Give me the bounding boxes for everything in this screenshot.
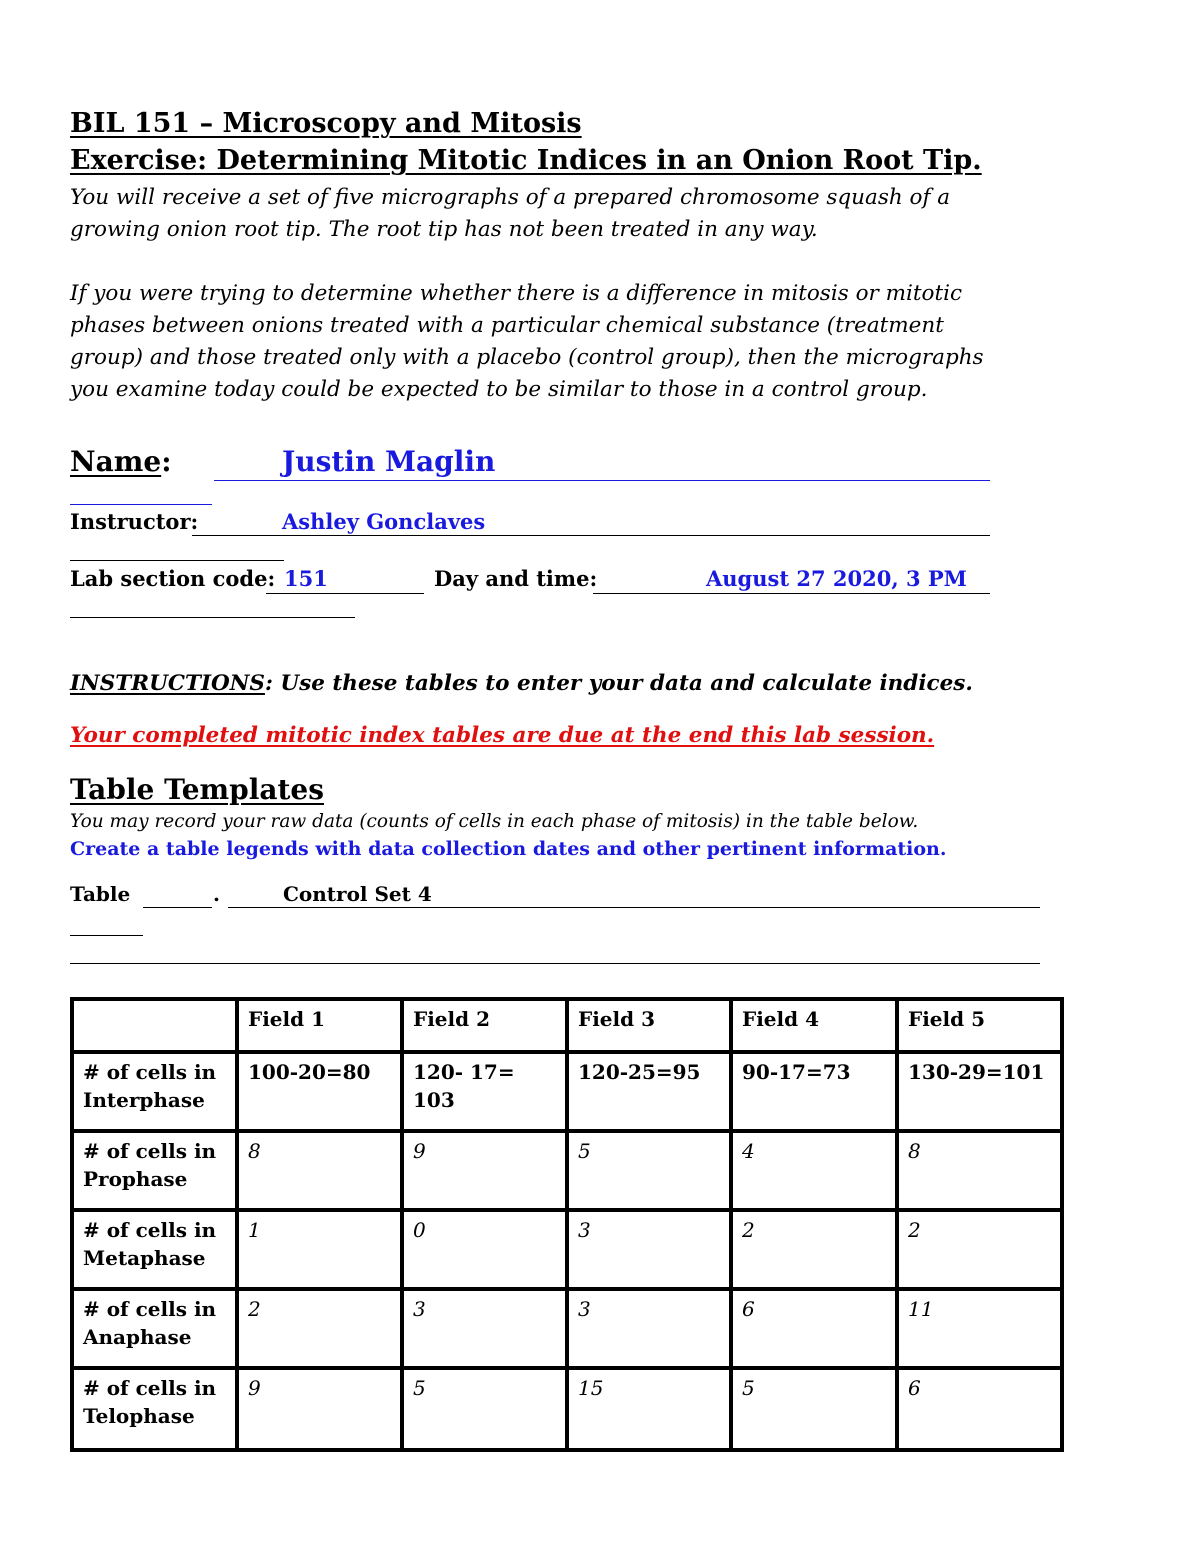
table-cell[interactable]: 6 [897, 1368, 1062, 1450]
lab-section-value[interactable]: 151 [284, 566, 328, 591]
row-label-prophase: # of cells in Prophase [72, 1131, 237, 1210]
table-cell[interactable]: 0 [402, 1210, 567, 1289]
name-label [70, 445, 172, 478]
table-row-anaphase [72, 1289, 1062, 1368]
name-underline [214, 480, 990, 481]
table-number-underline [143, 907, 212, 908]
header-field-4: Field 4 [731, 999, 897, 1052]
intro-line-2: growing onion root tip. The root tip has not been treated in any way. [70, 217, 818, 242]
intro-para2-line-3: group) and those treated only with a placebo (control group), then the micrographs [70, 345, 984, 370]
day-time-underline [593, 593, 990, 594]
lab-section-underline [266, 593, 424, 594]
table-caption-underline-wrap [70, 935, 143, 936]
table-templates-title: Table Templates [70, 773, 325, 806]
table-cell[interactable]: 5 [567, 1131, 731, 1210]
table-cell[interactable]: 90-17=73 [731, 1052, 897, 1131]
raw-data-note: You may record your raw data (counts of cells in each phase of mitosis) in the table below. [70, 811, 919, 832]
intro-para2-line-4: you examine today could be expected to be similar to those in a control group. [70, 377, 928, 402]
table-row-interphase [72, 1052, 1062, 1131]
table-cell[interactable]: 100-20=80 [237, 1052, 402, 1131]
header-field-5: Field 5 [897, 999, 1062, 1052]
intro-para2-line-2: phases between onions treated with a particular chemical substance (treatment [70, 313, 944, 338]
header-cell-empty [72, 999, 237, 1052]
row-label-anaphase: # of cells in Anaphase [72, 1289, 237, 1368]
header-field-3: Field 3 [567, 999, 731, 1052]
row-label-interphase: # of cells in Interphase [72, 1052, 237, 1131]
table-cell[interactable]: 8 [897, 1131, 1062, 1210]
table-cell[interactable]: 1 [237, 1210, 402, 1289]
name-label-text: Name [70, 445, 162, 478]
table-caption-underline [228, 907, 1040, 908]
table-cell[interactable]: 11 [897, 1289, 1062, 1368]
day-time-value[interactable]: August 27 2020, 3 PM [706, 566, 967, 591]
table-cell[interactable]: 9 [402, 1131, 567, 1210]
table-cell[interactable]: 9 [237, 1368, 402, 1450]
table-row-telophase [72, 1368, 1062, 1450]
table-row-metaphase [72, 1210, 1062, 1289]
due-notice: Your completed mitotic index tables are due at the end this lab session. [70, 723, 935, 748]
lab-section-label: Lab section code: [70, 566, 276, 591]
table-legend-line [70, 963, 1040, 964]
table-number-dot: . [213, 882, 220, 906]
name-underline-wrap [70, 504, 212, 505]
table-cell[interactable]: 4 [731, 1131, 897, 1210]
instructor-label: Instructor: [70, 509, 199, 534]
table-header-row [72, 999, 1062, 1052]
instructor-underline [192, 535, 990, 536]
table-cell[interactable]: 2 [731, 1210, 897, 1289]
day-time-underline-wrap [70, 617, 355, 618]
legend-hint: Create a table legends with data collection dates and other pertinent information. [70, 838, 947, 860]
table-caption-value[interactable]: Control Set 4 [283, 882, 432, 906]
table-cell[interactable]: 3 [567, 1210, 731, 1289]
header-field-2: Field 2 [402, 999, 567, 1052]
table-cell[interactable]: 5 [731, 1368, 897, 1450]
row-label-metaphase: # of cells in Metaphase [72, 1210, 237, 1289]
table-cell[interactable]: 2 [897, 1210, 1062, 1289]
table-label: Table [70, 882, 131, 906]
table-cell[interactable]: 2 [237, 1289, 402, 1368]
day-time-label: Day and time: [434, 566, 598, 591]
table-cell[interactable]: 6 [731, 1289, 897, 1368]
mitosis-data-table [70, 997, 1064, 1452]
intro-para2-line-1: If you were trying to determine whether there is a difference in mitosis or mitotic [70, 281, 963, 306]
table-cell[interactable]: 120-25=95 [567, 1052, 731, 1131]
instructions [70, 671, 973, 696]
instructions-label: INSTRUCTIONS [70, 671, 265, 696]
instructor-underline-wrap [70, 560, 284, 561]
instructions-text: : Use these tables to enter your data and calculate indices. [264, 671, 973, 696]
page-title: BIL 151 – Microscopy and Mitosis [70, 108, 582, 139]
table-cell[interactable]: 120- 17= 103 [402, 1052, 567, 1131]
table-cell[interactable]: 15 [567, 1368, 731, 1450]
table-cell[interactable]: 5 [402, 1368, 567, 1450]
name-label-colon: : [161, 445, 172, 478]
table-cell[interactable]: 130-29=101 [897, 1052, 1062, 1131]
table-cell[interactable]: 3 [402, 1289, 567, 1368]
row-label-telophase: # of cells in Telophase [72, 1368, 237, 1450]
table-row-prophase [72, 1131, 1062, 1210]
intro-line-1: You will receive a set of five micrographs of a prepared chromosome squash of a [70, 185, 951, 210]
exercise-title: Exercise: Determining Mitotic Indices in an Onion Root Tip. [70, 145, 982, 176]
instructor-value[interactable]: Ashley Gonclaves [282, 509, 486, 534]
header-field-1: Field 1 [237, 999, 402, 1052]
name-value[interactable]: Justin Maglin [282, 445, 496, 478]
table-cell[interactable]: 3 [567, 1289, 731, 1368]
table-cell[interactable]: 8 [237, 1131, 402, 1210]
